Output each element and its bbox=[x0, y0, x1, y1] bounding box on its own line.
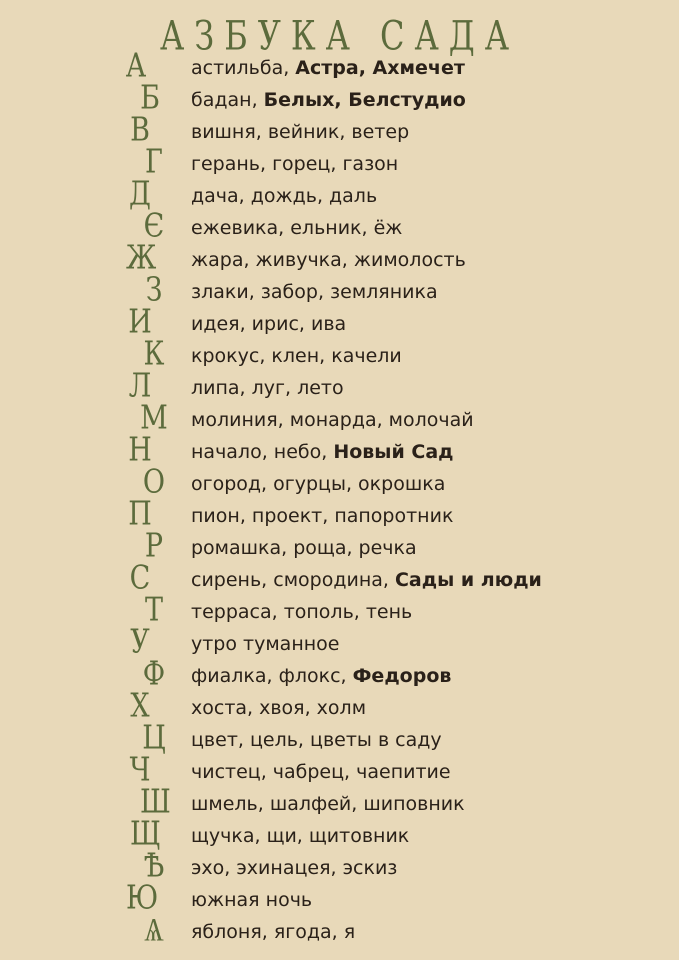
word-list bbox=[191, 371, 344, 403]
word-list bbox=[191, 627, 339, 659]
alphabet-row bbox=[0, 719, 679, 757]
word-list bbox=[191, 307, 346, 339]
words-plain: чистец, чабрец, чаепитие bbox=[191, 761, 451, 783]
initial-letter: П bbox=[128, 495, 152, 533]
words-plain: эхо, эхинацея, эскиз bbox=[191, 857, 398, 879]
alphabet-row bbox=[0, 495, 679, 533]
alphabet-row bbox=[0, 111, 679, 149]
words-plain: крокус, клен, качели bbox=[191, 345, 402, 367]
initial-letter: М bbox=[140, 399, 168, 437]
alphabet-row bbox=[0, 175, 679, 213]
word-list bbox=[191, 179, 377, 211]
alphabet-row bbox=[0, 303, 679, 341]
alphabet-row bbox=[0, 687, 679, 725]
initial-letter: Ф bbox=[142, 655, 166, 693]
initial-letter: Ѣ bbox=[143, 847, 165, 885]
words-plain: терраса, тополь, тень bbox=[191, 601, 413, 623]
word-list bbox=[191, 83, 466, 115]
words-plain: бадан, bbox=[191, 89, 264, 111]
word-list bbox=[191, 595, 412, 627]
alphabet-row bbox=[0, 79, 679, 117]
alphabet-row bbox=[0, 559, 679, 597]
words-bold: Федоров bbox=[352, 665, 452, 687]
words-bold: Астра, Ахмечет bbox=[295, 57, 465, 79]
words-plain: цвет, цель, цветы в саду bbox=[191, 729, 442, 751]
initial-letter: С bbox=[129, 559, 151, 597]
alphabet-list bbox=[0, 47, 679, 949]
words-bold: Сады и люди bbox=[394, 569, 542, 591]
words-plain: ромашка, роща, речка bbox=[191, 537, 417, 559]
words-plain: яблоня, ягода, я bbox=[191, 921, 356, 943]
word-list bbox=[191, 723, 442, 755]
initial-letter: И bbox=[128, 303, 152, 341]
word-list bbox=[191, 211, 402, 243]
words-plain: шмель, шалфей, шиповник bbox=[191, 793, 465, 815]
alphabet-row bbox=[0, 207, 679, 245]
word-list bbox=[191, 915, 355, 947]
initial-letter: О bbox=[142, 463, 166, 501]
page-title: АЗБУКА САДА bbox=[160, 12, 519, 60]
initial-letter: Н bbox=[128, 431, 152, 469]
words-bold: Белых, Белстудио bbox=[263, 89, 466, 111]
words-plain: вишня, вейник, ветер bbox=[191, 121, 410, 143]
alphabet-row bbox=[0, 527, 679, 565]
word-list bbox=[191, 467, 445, 499]
word-list bbox=[191, 115, 409, 147]
alphabet-row bbox=[0, 47, 679, 85]
words-plain: фиалка, флокс, bbox=[191, 665, 353, 687]
words-plain: пион, проект, папоротник bbox=[191, 505, 454, 527]
alphabet-row bbox=[0, 879, 679, 917]
words-plain: герань, горец, газон bbox=[191, 153, 399, 175]
words-plain: хоста, хвоя, холм bbox=[191, 697, 367, 719]
words-bold: Новый Сад bbox=[333, 441, 454, 463]
word-list bbox=[191, 435, 454, 467]
initial-letter: Є bbox=[143, 207, 165, 245]
word-list bbox=[191, 147, 398, 179]
initial-letter: Ѧ bbox=[144, 911, 164, 949]
word-list bbox=[191, 243, 466, 275]
initial-letter: Ж bbox=[126, 239, 157, 277]
initial-letter: Т bbox=[144, 591, 163, 629]
word-list bbox=[191, 403, 474, 435]
initial-letter: Х bbox=[130, 687, 150, 725]
initial-letter: У bbox=[130, 623, 150, 661]
words-plain: щучка, щи, щитовник bbox=[191, 825, 410, 847]
alphabet-row bbox=[0, 847, 679, 885]
alphabet-row bbox=[0, 399, 679, 437]
initial-letter: Ш bbox=[140, 783, 171, 821]
words-plain: идея, ирис, ива bbox=[191, 313, 347, 335]
words-plain: липа, луг, лето bbox=[191, 377, 344, 399]
alphabet-row bbox=[0, 623, 679, 661]
initial-letter: Р bbox=[144, 527, 164, 565]
alphabet-row bbox=[0, 655, 679, 693]
words-plain: сирень, смородина, bbox=[191, 569, 395, 591]
alphabet-row bbox=[0, 271, 679, 309]
alphabet-row bbox=[0, 751, 679, 789]
words-plain: злаки, забор, земляника bbox=[191, 281, 438, 303]
words-plain: дача, дождь, даль bbox=[191, 185, 378, 207]
word-list bbox=[191, 51, 465, 83]
initial-letter: Г bbox=[145, 143, 163, 181]
initial-letter: А bbox=[125, 47, 147, 85]
words-plain: утро туманное bbox=[191, 633, 340, 655]
initial-letter: Щ bbox=[130, 815, 161, 853]
alphabet-row bbox=[0, 911, 679, 949]
alphabet-row bbox=[0, 143, 679, 181]
words-plain: южная ночь bbox=[191, 889, 313, 911]
words-plain: жара, живучка, жимолость bbox=[191, 249, 466, 271]
word-list bbox=[191, 499, 453, 531]
alphabet-row bbox=[0, 335, 679, 373]
word-list bbox=[191, 787, 465, 819]
word-list bbox=[191, 755, 451, 787]
words-plain: молиния, монарда, молочай bbox=[191, 409, 474, 431]
word-list bbox=[191, 275, 438, 307]
initial-letter: З bbox=[145, 271, 163, 309]
word-list bbox=[191, 531, 417, 563]
alphabet-row bbox=[0, 239, 679, 277]
word-list bbox=[191, 819, 409, 851]
initial-letter: В bbox=[130, 111, 150, 149]
alphabet-row bbox=[0, 367, 679, 405]
initial-letter: Ч bbox=[129, 751, 151, 789]
words-plain: астильба, bbox=[191, 57, 296, 79]
word-list bbox=[191, 883, 312, 915]
word-list bbox=[191, 563, 542, 595]
alphabet-row bbox=[0, 431, 679, 469]
words-plain: огород, огурцы, окрошка bbox=[191, 473, 446, 495]
alphabet-row bbox=[0, 463, 679, 501]
alphabet-row bbox=[0, 815, 679, 853]
word-list bbox=[191, 691, 366, 723]
alphabet-row bbox=[0, 783, 679, 821]
initial-letter: Д bbox=[129, 175, 151, 213]
initial-letter: Б bbox=[140, 79, 160, 117]
alphabet-row bbox=[0, 591, 679, 629]
word-list bbox=[191, 851, 397, 883]
words-plain: начало, небо, bbox=[191, 441, 334, 463]
initial-letter: Ю bbox=[126, 879, 159, 917]
initial-letter: Л bbox=[128, 367, 152, 405]
initial-letter: Ц bbox=[142, 719, 166, 757]
initial-letter: К bbox=[143, 335, 165, 373]
word-list bbox=[191, 339, 402, 371]
word-list bbox=[191, 659, 451, 691]
words-plain: ежевика, ельник, ёж bbox=[191, 217, 403, 239]
